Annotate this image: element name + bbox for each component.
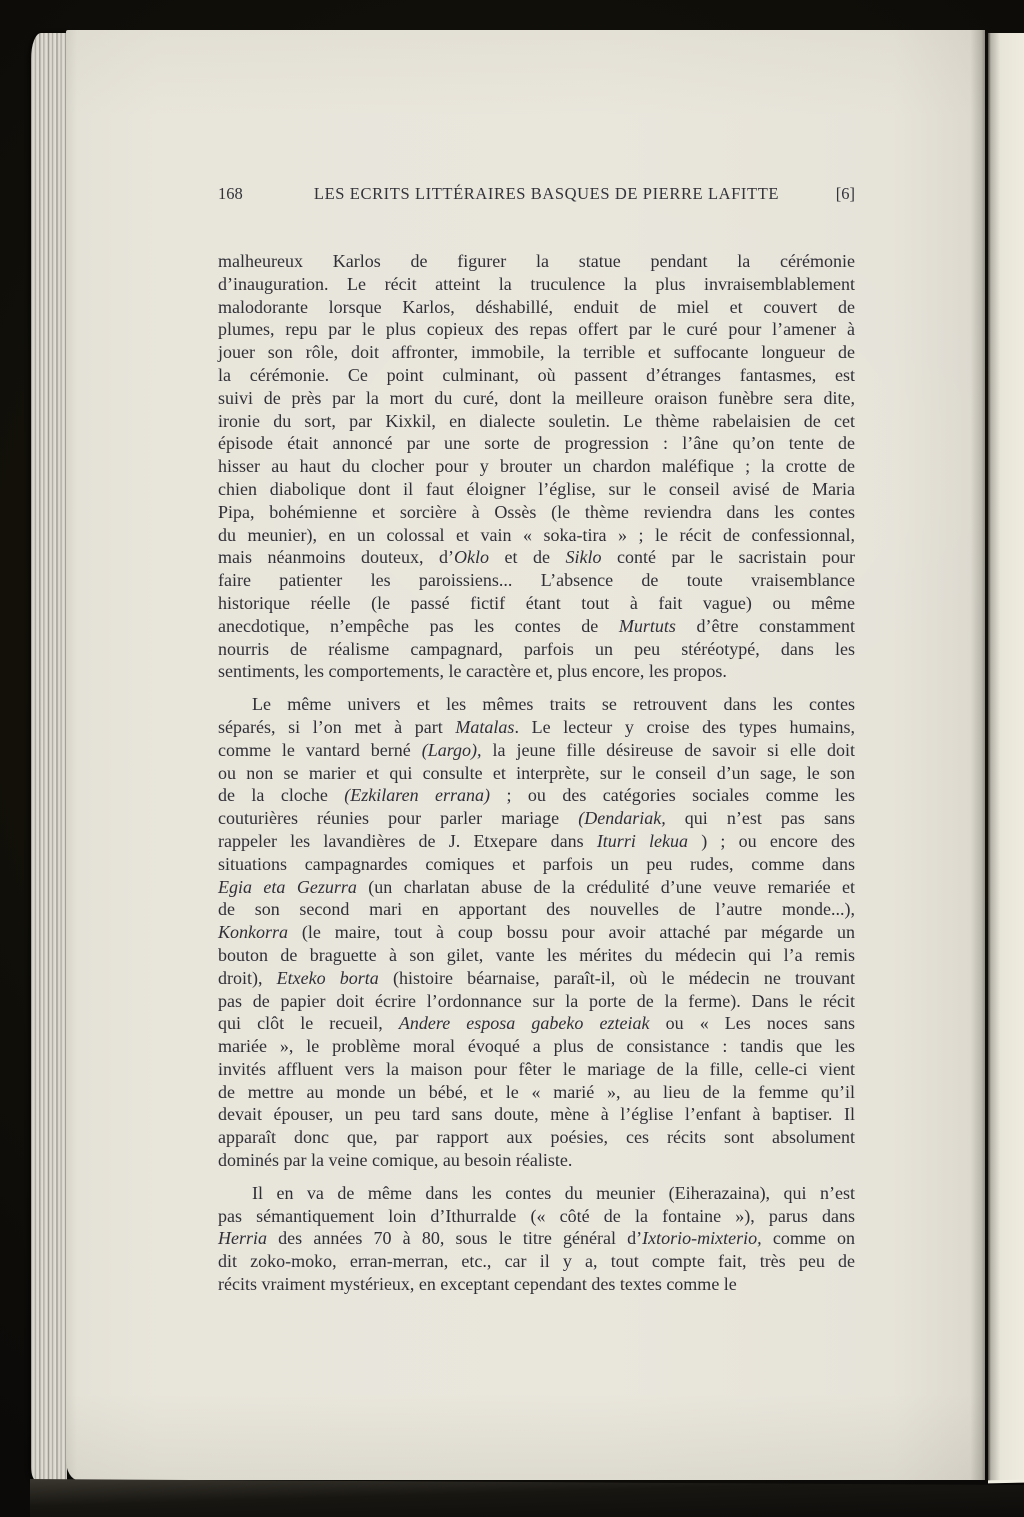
text-line: faire patienter les paroissiens... L’absence de toute vraisemblance xyxy=(218,570,855,591)
page-stack-edges xyxy=(31,33,67,1481)
text-line: rappeler les lavandières de J. Etxepare dans Iturri lekua ) ; ou encore des xyxy=(218,830,856,851)
text-line: droit), Etxeko borta (histoire béarnaise, paraît-il, où le médecin ne trouvant xyxy=(218,967,855,988)
text-line: la cérémonie. Ce point culminant, où passent d’étranges fantasmes, est xyxy=(218,364,855,385)
text-line: Il en va de même dans les contes du meunier (Eiherazaina), qui n’est xyxy=(252,1182,855,1203)
paragraph xyxy=(218,693,855,1172)
text-line: de la cloche (Ezkilaren errana) ; ou des catégories sociales comme les xyxy=(218,785,855,806)
paragraph xyxy=(218,1182,855,1296)
text-line: malodorante lorsque Karlos, déshabillé, enduit de miel et couvert de xyxy=(218,296,855,317)
paragraph xyxy=(218,250,855,683)
running-title: LES ECRITS LITTÉRAIRES BASQUES DE PIERRE LAFITTE xyxy=(313,184,780,203)
issue-marker: [6] xyxy=(835,184,855,203)
text-line: ironie du sort, par Kixkil, en dialecte souletin. Le thème rabelaisien de cet xyxy=(218,410,855,431)
text-line: historique réelle (le passé fictif étant tout à fait vague) ou même xyxy=(218,592,855,613)
text-line: dominés par la veine comique, au besoin réaliste. xyxy=(218,1150,573,1171)
text-line: comme le vantard berné (Largo), la jeune fille désireuse de savoir si elle doit xyxy=(218,739,855,760)
text-line: sentiments, les comportements, le caractère et, plus encore, les propos. xyxy=(218,661,727,682)
text-line: d’inauguration. Le récit atteint la truculence la plus invraisemblablement xyxy=(218,273,855,294)
text-line: dit zoko-moko, erran-merran, etc., car il y a, tout compte fait, très peu de xyxy=(218,1251,855,1272)
page-number: 168 xyxy=(218,184,243,203)
text-line: jouer son rôle, doit affronter, immobile, la terrible et suffocante longueur de xyxy=(218,342,855,363)
text-line: pas sémantiquement loin d’Ithurralde (« côté de la fontaine »), parus dans xyxy=(218,1205,855,1226)
text-line: apparaît donc que, par rapport aux poésies, ces récits sont absolument xyxy=(218,1127,855,1148)
text-line: séparés, si l’on met à part Matalas. Le lecteur y croise des types humains, xyxy=(218,716,855,737)
text-line: malheureux Karlos de figurer la statue pendant la cérémonie xyxy=(218,251,855,271)
text-block xyxy=(218,250,855,1296)
text-line: pas de papier doit écrire l’ordonnance sur la porte de la ferme). Dans le récit xyxy=(218,990,855,1011)
text-line: Pipa, bohémienne et sorcière à Ossès (le thème reviendra dans les contes xyxy=(218,501,855,522)
page-bottom-shadow xyxy=(30,1479,1024,1517)
text-line: situations campagnardes comiques et parfois un peu rudes, comme dans xyxy=(218,853,855,874)
text-line: Egia eta Gezurra (un charlatan abuse de la crédulité d’une veuve remariée et xyxy=(218,876,855,897)
text-line: hisser au haut du clocher pour y brouter un chardon maléfique ; la crotte de xyxy=(218,456,855,477)
facing-page-edge xyxy=(988,33,1024,1482)
text-line: anecdotique, n’empêche pas les contes de Murtuts d’être constamment xyxy=(218,615,855,636)
facing-page-bottom-edge xyxy=(988,1480,1024,1484)
text-line: de mettre au monde un bébé, et le « marié », au lieu de la femme qu’il xyxy=(218,1081,855,1102)
text-line: Le même univers et les mêmes traits se retrouvent dans les contes xyxy=(252,694,855,715)
book-page xyxy=(66,30,985,1480)
text-line: qui clôt le recueil, Andere esposa gabeko ezteiak ou « Les noces sans xyxy=(218,1013,855,1034)
text-line: récits vraiment mystérieux, en exceptant cependant des textes comme le xyxy=(218,1274,737,1295)
text-line: épisode était annoncé par une sorte de progression : l’âne qu’on tente de xyxy=(218,433,855,454)
text-line: plumes, repu par le plus copieux des repas offert par le curé pour l’amener à xyxy=(218,319,855,340)
text-line: chien diabolique dont il faut éloigner l’église, sur le conseil avisé de Maria xyxy=(218,478,855,499)
text-line: mariée », le problème moral évoqué a plus de consistance : tandis que les xyxy=(218,1036,855,1057)
text-line: nourris de réalisme campagnard, parfois un peu stéréotypé, dans les xyxy=(218,638,855,659)
page-header xyxy=(218,183,855,205)
text-line: devait épouser, un peu tard sans doute, mène à l’église l’enfant à baptiser. Il xyxy=(218,1104,855,1125)
text-line: ou non se marier et qui consulte et interprète, sur le conseil d’un sage, le son xyxy=(218,762,855,783)
text-line: du meunier), en un colossal et vain « soka-tira » ; le récit de confessionnal, xyxy=(218,524,855,545)
text-line: invités affluent vers la maison pour fêter le mariage de la fille, celle-ci vient xyxy=(218,1058,855,1079)
text-line: de son second mari en apportant des nouvelles de l’autre monde...), xyxy=(218,899,855,920)
text-line: mais néanmoins douteux, d’Oklo et de Siklo conté par le sacristain pour xyxy=(218,547,855,568)
text-line: couturières réunies pour parler mariage (Dendariak, qui n’est pas sans xyxy=(218,808,855,829)
text-line: suivi de près par la mort du curé, dont la meilleure oraison funèbre sera dite, xyxy=(218,387,855,408)
text-line: Herria des années 70 à 80, sous le titre général d’Ixtorio-mixterio, comme on xyxy=(218,1228,855,1249)
text-line: bouton de braguette à son gilet, vante les mérites du médecin qui l’a remis xyxy=(218,944,855,965)
text-line: Konkorra (le maire, tout à coup bossu pour avoir attaché par mégarde un xyxy=(218,922,855,943)
